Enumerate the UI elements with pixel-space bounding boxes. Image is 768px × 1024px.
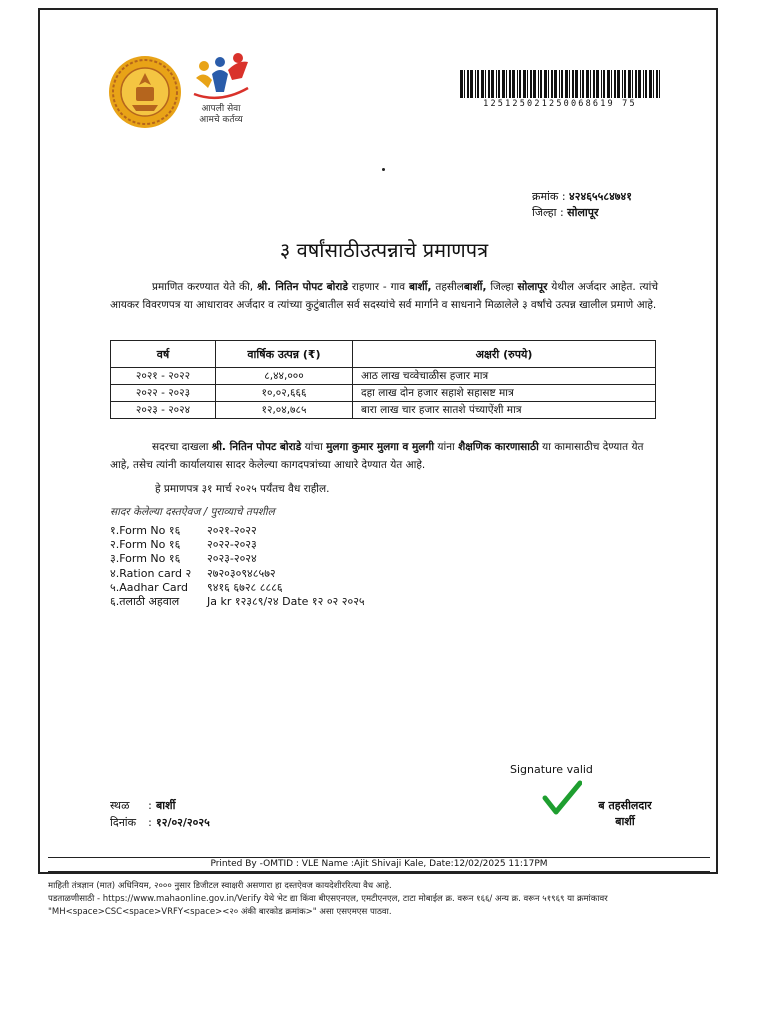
intro-paragraph [110, 278, 658, 314]
district-value: सोलापूर [567, 206, 599, 219]
documents-list [110, 524, 365, 609]
list-item [110, 552, 365, 566]
purpose-text-4: या कामासाठीच देण्यात येत आहे, तसेच त्यांनी कार्यालयास सादर केलेल्या कागदपत्रांच्या आधारे देण्यात येत आहे. [110, 441, 644, 471]
document-name: २.Form No १६ [110, 538, 181, 552]
year-cell: २०२२ - २०२३ [111, 385, 216, 402]
place-value: बार्शी [156, 799, 176, 812]
purpose-paragraph [110, 438, 658, 474]
signature-valid-text: Signature valid [510, 763, 593, 776]
aapli-seva-logo-icon [190, 48, 252, 108]
date-label: दिनांक [110, 816, 137, 829]
validity-statement: हे प्रमाणपत्र ३१ मार्च २०२५ पर्यंतच वैध राहील. [155, 483, 330, 495]
officer-designation [585, 798, 665, 830]
officer-line1: ब तहसीलदार [598, 799, 652, 812]
tahsil-value: बार्शी, [463, 281, 487, 293]
income-table [110, 340, 656, 419]
dot-mark [382, 168, 385, 171]
intro-text-4: तहसील [435, 281, 464, 293]
table-row [111, 368, 656, 385]
documents-heading: सादर केलेल्या दस्तऐवज / पुराव्याचे तपशील [110, 506, 275, 518]
document-value: २०२३-२०२४ [207, 552, 257, 566]
column-header-words: अक्षरी (रुपये) [353, 341, 656, 368]
officer-line2: बार्शी [615, 815, 635, 828]
intro-text-1: प्रमाणित करण्यात येते की, [152, 281, 254, 293]
purpose-name: श्री. नितिन पोपट बोराडे [211, 441, 302, 453]
purpose-text-2: यांचा [304, 441, 323, 453]
district-name: सोलापूर [517, 281, 548, 293]
intro-text-2: राहणार - [351, 281, 387, 293]
purpose-text-1: सदरचा दाखला [152, 441, 209, 453]
footer-line2: पडताळणीसाठी - https://www.mahaonline.gov.in/Verify येथे भेट द्या किंवा बीएसएनएल, एमटीएनएल, टाटा मोबाईल क्र. वरून १६६/ अन्य क्र. वरून ५१९६९ या क्रमांकावर [48, 894, 608, 904]
table-header-row [111, 341, 656, 368]
certificate-meta [532, 189, 632, 221]
document-name: ५.Aadhar Card [110, 580, 188, 594]
list-item [110, 524, 365, 538]
year-cell: २०२३ - २०२४ [111, 402, 216, 419]
checkmark-icon [542, 780, 582, 816]
document-value: ९४१६ ६७२८ ८८८६ [207, 580, 283, 594]
date-separator: : [148, 816, 152, 829]
table-row [111, 385, 656, 402]
list-item [110, 595, 365, 609]
printed-by-bar: Printed By -OMTID : VLE Name :Ajit Shivaji Kale, Date:12/02/2025 11:17PM [48, 857, 710, 872]
purpose-text-3: यांना [437, 441, 455, 453]
intro-text-3: गाव [390, 281, 406, 293]
table-row [111, 402, 656, 419]
page-title: ३ वर्षांसाठीउत्पन्नाचे प्रमाणपत्र [279, 238, 489, 262]
document-name: १.Form No १६ [110, 524, 181, 537]
number-label: क्रमांक : [532, 190, 566, 203]
income-cell: ८,४४,००० [216, 368, 353, 385]
place-date-block [110, 797, 210, 831]
applicant-name: श्री. नितिन पोपट बोराडे [257, 281, 349, 293]
logo-caption [190, 104, 252, 126]
words-cell: आठ लाख चव्वेचाळीस हजार मात्र [353, 368, 656, 385]
document-name: ४.Ration card २ [110, 566, 192, 580]
document-value: Ja kr १२३८९/२४ Date १२ ०२ २०२५ [207, 595, 365, 609]
government-seal-icon [108, 55, 182, 129]
document-value: २०२२-२०२३ [207, 538, 257, 552]
list-item [110, 581, 365, 595]
document-value: २७२०३०९४८५७२ [207, 566, 276, 580]
income-cell: १०,०२,६६६ [216, 385, 353, 402]
intro-text-6: येथील अर्जदार आहेत. त्यांचे आयकर विवरणपत्र या आधारावर अर्जदार व त्यांच्या कुटुंबातील सर्व सदस्यांचे सर्व मार्गाने व साधनाने मिळालेले ३ वर्षांचे उत्पन्न खालील प्रमाणे आहे. [110, 281, 659, 311]
village-value: बार्शी, [408, 281, 432, 293]
place-label: स्थळ [110, 799, 130, 812]
barcode-icon [460, 70, 660, 98]
document-name: ६.तलाठी अहवाल [110, 595, 180, 609]
place-separator: : [148, 799, 152, 812]
column-header-income: वार्षिक उत्पन्न (₹) [216, 341, 353, 368]
reason-value: शैक्षणिक कारणासाठी [458, 441, 539, 453]
footer-notes [48, 880, 728, 919]
logo-caption-line1: आपली सेवा [201, 104, 241, 114]
income-cell: १२,०४,७८५ [216, 402, 353, 419]
logo-caption-line2: आमचे कर्तव्य [199, 115, 243, 125]
footer-line3: "MH<space>CSC<space>VRFY<space><२० अंकी बारकोड क्रमांक>" असा एसएमएस पाठवा. [48, 907, 392, 917]
words-cell: बारा लाख चार हजार सातशे पंच्याऐंशी मात्र [353, 402, 656, 419]
footer-line1: माहिती तंत्रज्ञान (मात) अधिनियम, २००० नुसार डिजीटल स्वाक्षरी असणारा हा दस्तऐवज कायदेशीररित्या वैध आहे. [48, 881, 392, 891]
document-value: २०२१-२०२२ [207, 524, 257, 537]
list-item [110, 538, 365, 552]
relation-value: मुलगा कुमार मुलगा व मुलगी [326, 441, 435, 453]
words-cell: दहा लाख दोन हजार सहाशे सहासष्ट मात्र [353, 385, 656, 402]
year-cell: २०२१ - २०२२ [111, 368, 216, 385]
barcode-number: 125125021250068619 75 [483, 99, 637, 109]
list-item [110, 567, 365, 581]
date-value: १२/०२/२०२५ [156, 816, 210, 829]
number-value: ४२४६५५८४७४१ [569, 190, 632, 203]
district-label: जिल्हा : [532, 206, 564, 219]
intro-text-5: जिल्हा [490, 281, 514, 293]
column-header-year: वर्ष [111, 341, 216, 368]
document-name: ३.Form No १६ [110, 552, 181, 566]
